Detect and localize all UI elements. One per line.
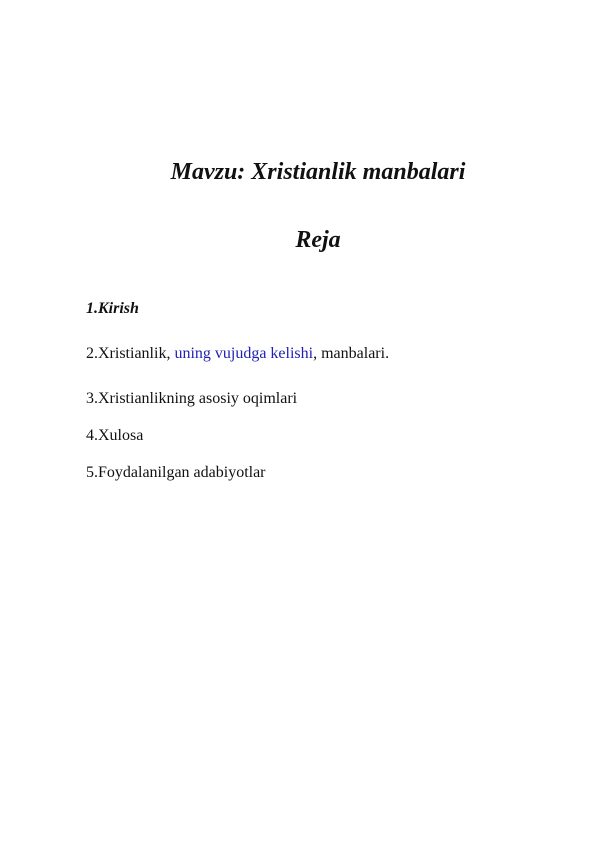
document-title: Mavzu: Xristianlik manbalari xyxy=(170,159,466,185)
plan-item-origins-suffix: , manbalari. xyxy=(313,345,390,362)
plan-heading: Reja xyxy=(295,227,341,253)
plan-item-origins xyxy=(86,344,389,364)
origins-link[interactable]: uning vujudga kelishi xyxy=(174,345,314,362)
plan-item-main-branches: 3.Xristianlikning asosiy oqimlari xyxy=(86,390,298,407)
plan-item-references: 5.Foydalanilgan adabiyotlar xyxy=(86,464,266,481)
plan-item-origins-prefix: 2.Xristianlik, xyxy=(86,345,175,362)
plan-item-introduction: 1.Kirish xyxy=(86,300,139,317)
plan-item-conclusion: 4.Xulosa xyxy=(86,427,144,444)
